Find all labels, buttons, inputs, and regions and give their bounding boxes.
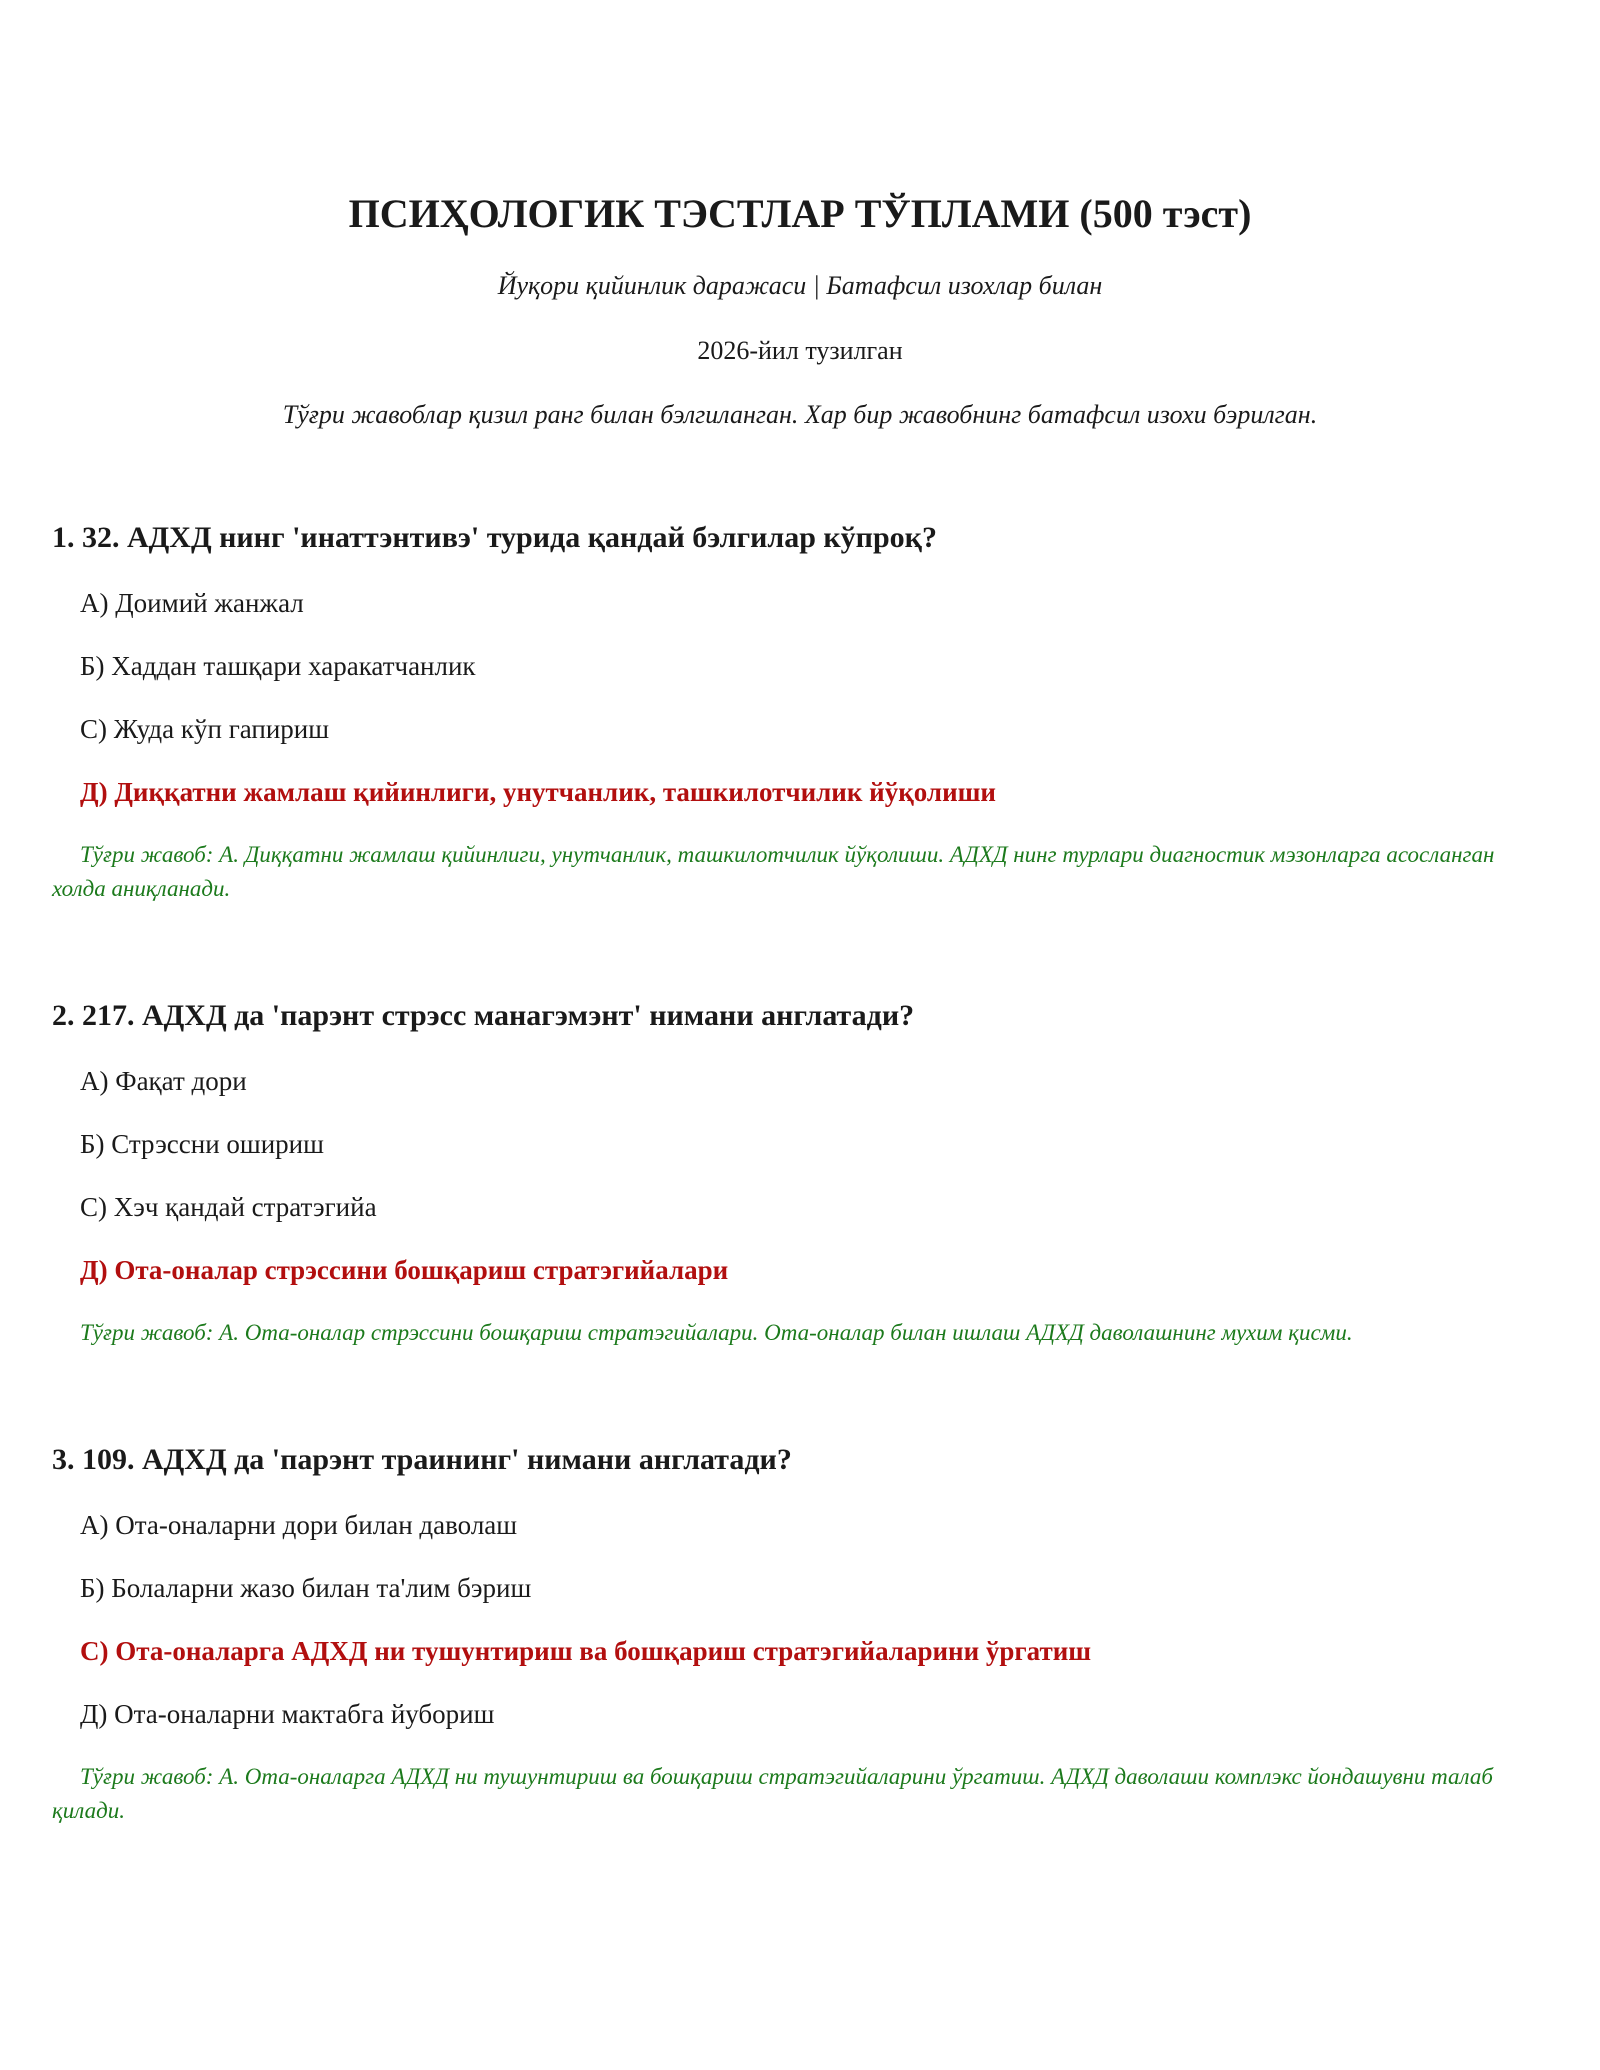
answer-explanation: Тўғри жавоб: А. Ота-оналарга АДХД ни тушунтириш ва бошқариш стратэгийаларини ўргатиш. АДХД даволаши комплэкс йондашувни талаб қилади. (52, 1764, 1493, 1823)
document-title: ПСИҲОЛОГИК ТЭСТЛАР ТЎПЛАМИ (500 тэст) (348, 191, 1252, 236)
answer-option: Д) Ота-оналарни мактабга йубориш (80, 1699, 495, 1729)
answer-option: Б) Болаларни жазо билан та'лим бэриш (80, 1573, 532, 1603)
answer-option: Б) Стрэссни ошириш (80, 1129, 324, 1159)
question-title: 3. 109. АДХД да 'парэнт траининг' нимани англатади? (52, 1443, 792, 1476)
document-year: 2026-йил тузилган (697, 336, 903, 365)
document-subtitle: Йуқори қийинлик даражаси | Батафсил изохлар билан (497, 271, 1103, 300)
answer-option: Б) Хаддан ташқари харакатчанлик (80, 651, 476, 681)
answer-option: А) Доимий жанжал (80, 588, 304, 618)
answer-option: С) Хэч қандай стратэгийа (80, 1192, 377, 1222)
correct-answer-option: С) Ота-оналарга АДХД ни тушунтириш ва бошқариш стратэгийаларини ўргатиш (80, 1636, 1092, 1666)
question-title: 1. 32. АДХД нинг 'инаттэнтивэ' турида қандай бэлгилар кўпроқ? (52, 521, 937, 554)
answer-option: С) Жуда кўп гапириш (80, 714, 330, 744)
answer-option: А) Фақат дори (80, 1066, 247, 1096)
document-note: Тўғри жавоблар қизил ранг билан бэлгиланган. Хар бир жавобнинг батафсил изохи бэрилган. (282, 400, 1318, 429)
correct-answer-option: Д) Диққатни жамлаш қийинлиги, унутчанлик, ташкилотчилик йўқолиши (80, 777, 996, 807)
question-title: 2. 217. АДХД да 'парэнт стрэсс манагэмэнт' нимани англатади? (52, 999, 915, 1032)
answer-explanation: Тўғри жавоб: А. Диққатни жамлаш қийинлиги, унутчанлик, ташкилотчилик йўқолиши. АДХД нинг турлари диагностик мэзонларга асосланган холда аниқланади. (52, 842, 1495, 901)
correct-answer-option: Д) Ота-оналар стрэссини бошқариш стратэгийалари (80, 1255, 729, 1285)
answer-explanation: Тўғри жавоб: А. Ота-оналар стрэссини бошқариш стратэгийалари. Ота-оналар билан ишлаш АДХД даволашнинг мухим қисми. (80, 1320, 1353, 1345)
answer-option: А) Ота-оналарни дори билан даволаш (80, 1510, 518, 1540)
